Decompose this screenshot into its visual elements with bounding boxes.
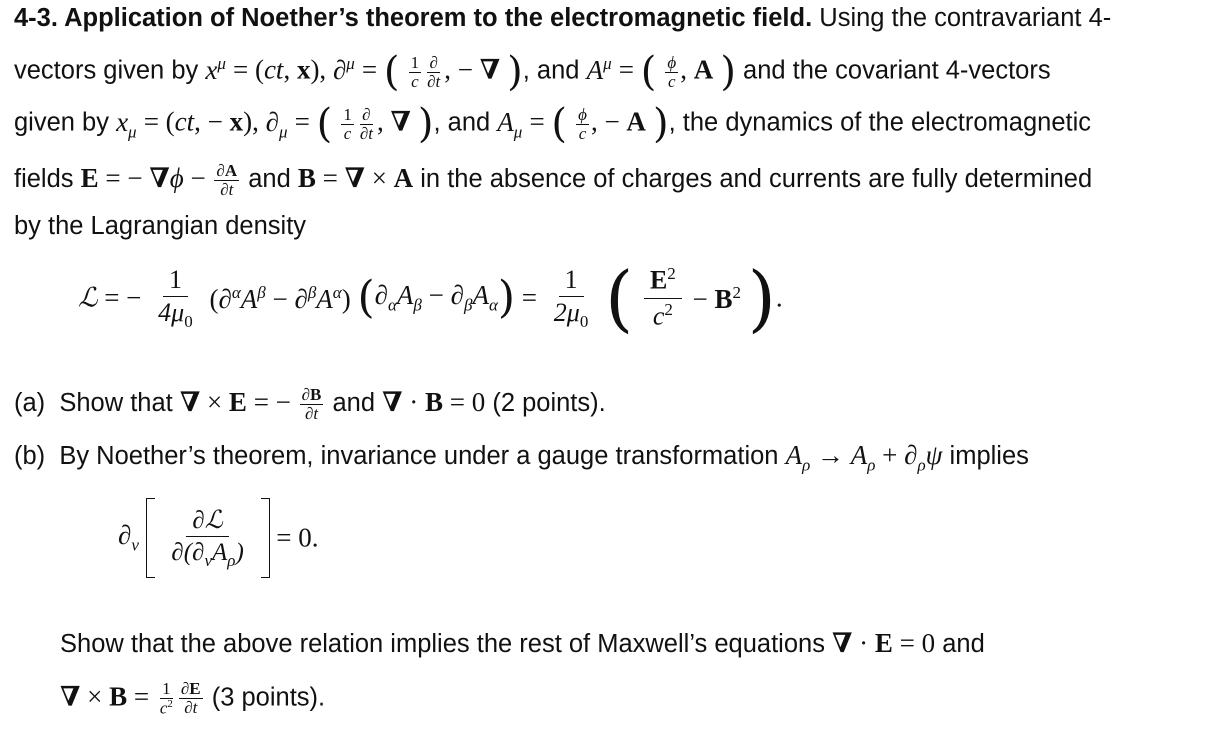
math-E-def: E = − ∇ϕ − [80,163,213,194]
lagrangian-intro: by the Lagrangian density [14,212,307,240]
maxwell-show-line [60,630,985,658]
math-d-lower: $\partial_\mu$ [265,106,288,142]
text-segment: (3 points). [211,683,326,712]
frac-1-c: $\frac{1}{c}$ [410,52,420,91]
math-x-lower: $x_\mu$ [116,106,137,142]
part-b-label: (b) [14,442,46,470]
frac-phi-c: $\frac{\phi}{c}$ [667,52,677,91]
text-segment: Show that the above relation implies the rest of Maxwell’s equations [60,630,833,658]
big-paren-open: ( [605,256,634,340]
field-tensor-upper: $(\partial^\alpha A^\beta - \partial^\beta A^\alpha)$ [209,282,351,314]
big-paren-close: ) [747,256,776,340]
math-ct-x: = (ct, x), [232,54,333,85]
paren-close: ) [417,101,434,147]
frac-dB-dt: $\frac{\partial B}{\partial t}$ [301,385,322,423]
frac-E2-c2: $\frac{E^2}{c^2}$ [644,263,682,332]
math-div-B: ∇ · B = 0 [382,387,486,418]
text-segment: and [942,630,985,658]
frac-dL-dAnu: $\frac{\text{∂ℒ}}{\partial(\partial_\nu A_\rho)}$ [171,506,244,570]
text-segment: in the absence of charges and currents are fully determined [420,165,1093,194]
covariant-line [14,101,1092,147]
lagrangian-equation [78,256,783,340]
part-a-label: (a) [14,389,46,418]
math-minus-A: , − A [590,106,646,137]
paren-close: ) [653,101,669,147]
frac-dA-dt: $\frac{\partial A}{\partial t}$ [216,161,238,199]
text-segment: , and [433,108,498,137]
math-eq: = [529,106,552,137]
part-b [14,442,1029,473]
lagrangian-symbol: ℒ [78,282,98,314]
math-eq: = [618,54,641,85]
frac-d-dt: $\frac{\partial}{\partial t}$ [359,104,373,143]
paren-open: ( [640,49,657,95]
math-eq: = [361,54,384,85]
math-B-def: B = ∇ × A [297,163,414,194]
text-segment: , and [522,56,587,85]
text-segment: and the covariant 4-vectors [743,56,1051,85]
bracket-open [146,498,155,578]
paren-open: ( [316,101,333,147]
math-minus-B2: − $B^2$ [692,282,742,314]
period: . [775,282,783,313]
problem-heading [14,6,1111,32]
frac-1-2mu0: $\frac{1}{2\mu_0}$ [553,264,589,332]
math-gauge-transform: $A_\rho \to A_\rho + \partial_\rho\psi$ [785,440,943,475]
math-d-upper: ∂$^\mu$ [332,53,355,85]
text-segment: , the dynamics of the electromagnetic [668,108,1092,137]
math-x-upper: $x^\mu$ [205,53,226,85]
math-eq: = [521,282,544,313]
paren-close: ) [507,49,523,95]
math-curl-B: ∇ × B = [60,681,156,712]
frac-1-4mu0: $\frac{1}{4\mu_0}$ [158,264,193,332]
frac-d-dt: $\frac{\partial}{\partial t}$ [427,52,441,91]
problem-title: 4-3. Application of Noether’s theorem to the electromagnetic field. [14,4,813,32]
equals-zero: = 0. [276,522,319,553]
math-ct-minus-x: = (ct, − x), [143,106,266,137]
math-minus-nabla: , − ∇ [444,54,501,85]
noether-equation [118,498,319,578]
math-div-E: ∇ · E = 0 [832,628,936,658]
heading-continuation: Using the contravariant 4- [812,4,1112,32]
paren-open: ( [551,101,568,147]
partial-nu: $\partial_\nu$ [118,520,139,555]
part-a [14,386,606,423]
text-segment: By Noether’s theorem, invariance under a gauge transformation [59,442,786,470]
text-segment: vectors given by [14,56,206,85]
frac-dE-dt: $\frac{\partial E}{\partial t}$ [180,679,201,718]
text-segment: and [248,165,298,194]
text-segment: and [332,389,383,418]
paren-open: ( [383,49,400,95]
math-A-vec: , A [680,54,714,85]
math-nabla: , ∇ [376,106,411,137]
frac-1-c2: $\frac{1}{c^2}$ [159,679,173,718]
contravariant-line [14,49,1051,95]
bracket-close [261,498,270,578]
math-eq-minus: = − [104,282,149,313]
math-curl-E: ∇ × E = − [179,387,298,418]
math-eq: = [294,106,317,137]
field-tensor-lower: $\partial_\alpha A_\beta - \partial_\beta A_\alpha$ [374,280,498,315]
fields-line [14,162,1092,199]
maxwell-curl-B-line [60,680,325,717]
math-A-lower: $A_\mu$ [497,106,523,142]
text-segment: fields [14,165,81,194]
paren-close: ) [720,49,736,95]
text-segment: Show that [59,389,180,418]
text-segment: given by [14,108,117,137]
text-segment: implies [949,442,1029,470]
text-segment: (2 points). [492,389,606,418]
math-A-upper: $A^\mu$ [586,53,612,85]
frac-1-c: $\frac{1}{c}$ [343,104,352,143]
paren-open: ( [357,272,375,323]
frac-phi-c: $\frac{\phi}{c}$ [578,104,587,143]
paren-close: ) [497,272,516,323]
